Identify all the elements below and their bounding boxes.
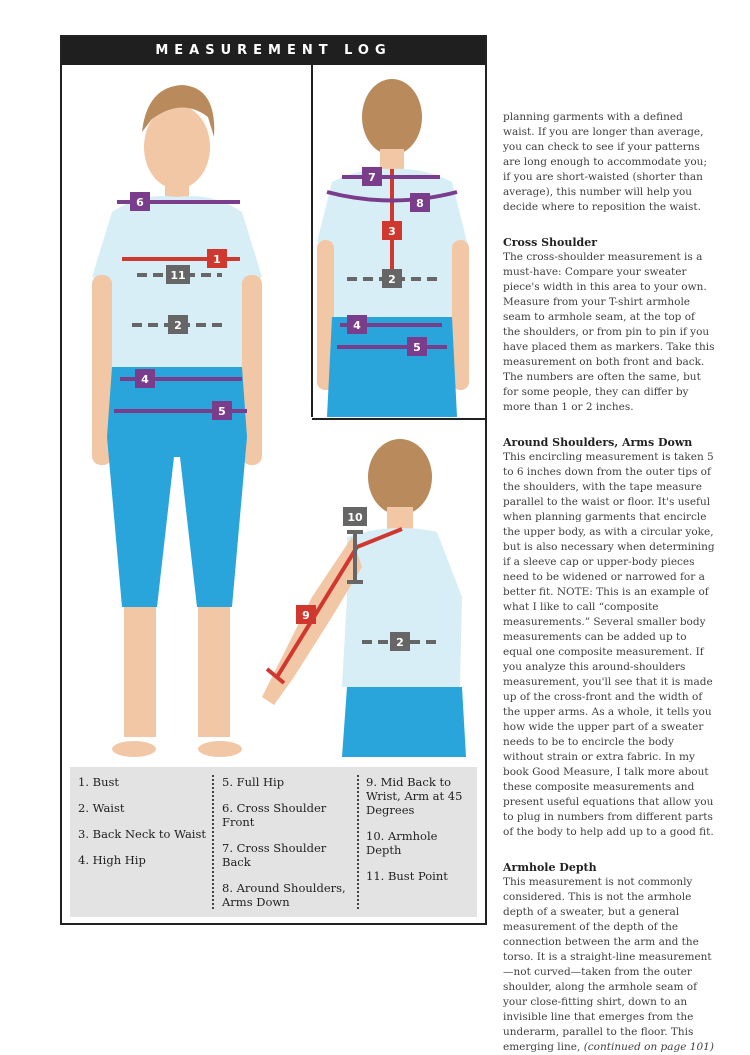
front-figure	[92, 85, 262, 757]
marker-2-side	[390, 632, 410, 651]
legend-item: 8. Around Shoulders, Arms Down	[222, 881, 346, 909]
legend-column-1	[78, 775, 213, 879]
section-body-text: This measurement is not commonly considered. This is not the armhole depth of a sweater, but a general measurement of the depth of the connection between the arm and the torso. It is a straight-line measurement—not curved—taken from the outer shoulder, along the armhole seam of your close-fitting shirt, down to an invisible line that emerges from the underarm, parallel to the floor. This emerging line,	[503, 876, 712, 1053]
measurement-log-title: MEASUREMENT LOG	[62, 37, 485, 65]
svg-text:7: 7	[368, 171, 376, 184]
marker-8	[410, 193, 430, 212]
article-intro: planning garments with a defined waist. If you are longer than average, you can check to see if your patterns are long enough to accommodate you; if you are short-waisted (shorter than average), this number will help you decide where to reposition the waist.	[503, 111, 707, 213]
continued-note: (continued on page 101)	[583, 1041, 714, 1053]
svg-text:2: 2	[396, 636, 404, 649]
legend-column-3	[366, 775, 474, 895]
section-body	[503, 875, 715, 1055]
legend-divider	[212, 775, 214, 909]
marker-4-back	[347, 315, 367, 334]
legend-item: 11. Bust Point	[366, 869, 448, 883]
marker-5-front	[212, 401, 232, 420]
legend-column-2	[222, 775, 352, 921]
section-heading: Armhole Depth	[503, 861, 597, 874]
svg-text:5: 5	[413, 341, 421, 354]
legend-item: 3. Back Neck to Waist	[78, 827, 207, 841]
marker-6	[130, 192, 150, 211]
legend-item: 4. High Hip	[78, 853, 146, 867]
legend-item: 7. Cross Shoulder Back	[222, 841, 327, 869]
marker-3	[382, 221, 402, 240]
legend-item: 6. Cross Shoulder Front	[222, 801, 327, 829]
marker-1	[207, 249, 227, 268]
article-column	[503, 110, 715, 1055]
svg-text:3: 3	[388, 225, 396, 238]
svg-text:6: 6	[136, 196, 144, 209]
svg-text:4: 4	[353, 319, 361, 332]
marker-7	[362, 167, 382, 186]
legend-item: 5. Full Hip	[222, 775, 285, 789]
marker-2-back	[382, 269, 402, 288]
figures-illustration	[62, 37, 485, 767]
marker-4-front	[135, 369, 155, 388]
svg-text:2: 2	[388, 273, 396, 286]
svg-text:4: 4	[141, 373, 149, 386]
section-heading: Cross Shoulder	[503, 236, 598, 249]
measurement-log-panel	[60, 35, 487, 925]
legend-item: 10. Armhole Depth	[366, 829, 438, 857]
measurement-legend	[70, 767, 477, 917]
section-body: The cross-shoulder measurement is a must-have: Compare your sweater piece's width in this area to your own. Measure from your T-shirt armhole seam to armhole seam, at the top of the shoulders, or from pin to pin if you have placed them as markers. Take this measurement on both front and back. The numbers are often the same, but for some people, they can differ by more than 1 or 2 inches.	[503, 251, 715, 413]
svg-text:11: 11	[170, 269, 186, 282]
section-body: This encircling measurement is taken 5 to 6 inches down from the outer tips of the shoulders, with the tape measure parallel to the waist or floor. It's useful when planning garments that encircle the upper body, as with a circular yoke, but is also necessary when determining if a sleeve cap or upper-body pieces need to be widened or narrowed for a better fit. NOTE: This is an example of what I like to call “composite measurements.” Several smaller body measurements can be added up to equal one composite measurement. If you analyze this around-shoulders measurement, you'll see that it is made up of the cross-front and the width of the upper arms. As a whole, it tells you how wide the upper part of a sweater needs to be to encircle the body without strain or extra fabric. In my book Good Measure, I talk more about these composite measurements and present useful equations that allow you to plug in numbers from different parts of the body to help add up to a good fit.	[503, 451, 715, 838]
section-heading: Around Shoulders, Arms Down	[503, 436, 693, 449]
svg-text:1: 1	[213, 253, 221, 266]
svg-text:5: 5	[218, 405, 226, 418]
marker-10	[343, 507, 367, 526]
marker-5-back	[407, 337, 427, 356]
svg-text:9: 9	[302, 609, 310, 622]
legend-divider	[357, 775, 359, 909]
arm-figure	[262, 439, 466, 757]
marker-2-front	[168, 315, 188, 334]
svg-text:2: 2	[174, 319, 182, 332]
legend-item: 2. Waist	[78, 801, 125, 815]
svg-text:10: 10	[347, 511, 363, 524]
marker-11	[166, 265, 190, 284]
svg-text:8: 8	[416, 197, 424, 210]
marker-9	[296, 605, 316, 624]
legend-item: 9. Mid Back to Wrist, Arm at 45 Degrees	[366, 775, 463, 817]
legend-item: 1. Bust	[78, 775, 120, 789]
